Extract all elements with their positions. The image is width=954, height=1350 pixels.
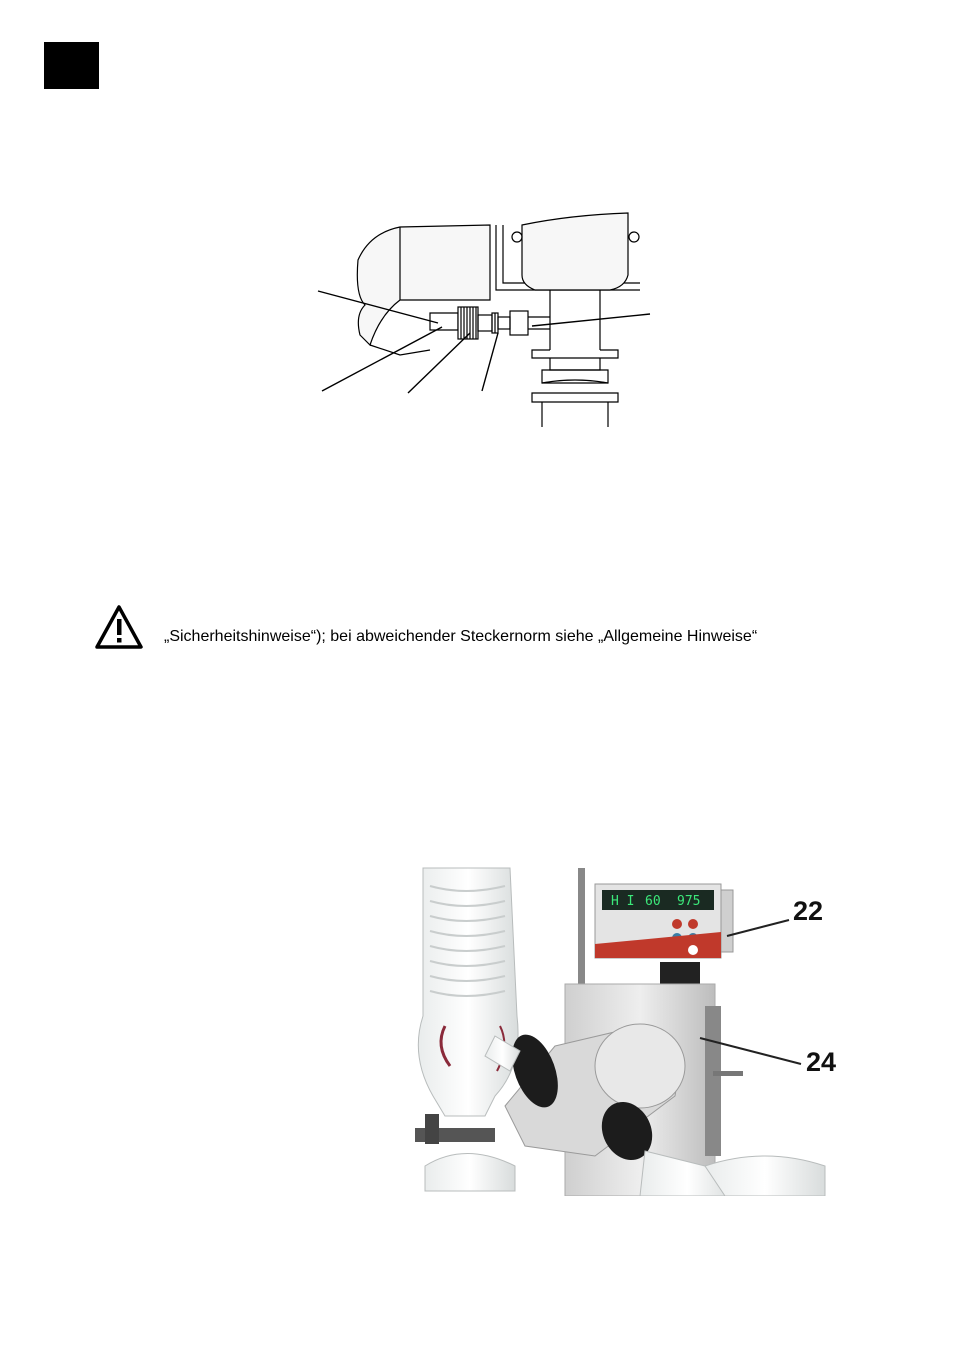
chapter-marker-block [44,42,99,89]
display-right: 975 [677,894,701,909]
connection-diagram [310,205,660,435]
warning-triangle-icon [95,604,143,650]
callout-24: 24 [806,1047,837,1077]
warning-text: „Sicherheitshinweise“); bei abweichender Steckernorm siehe „Allgemeine Hinweise“ [164,628,758,645]
device-photo [405,866,845,1196]
display-left: H I [611,894,635,909]
display-middle: 60 [645,894,661,909]
callout-22: 22 [793,896,824,926]
